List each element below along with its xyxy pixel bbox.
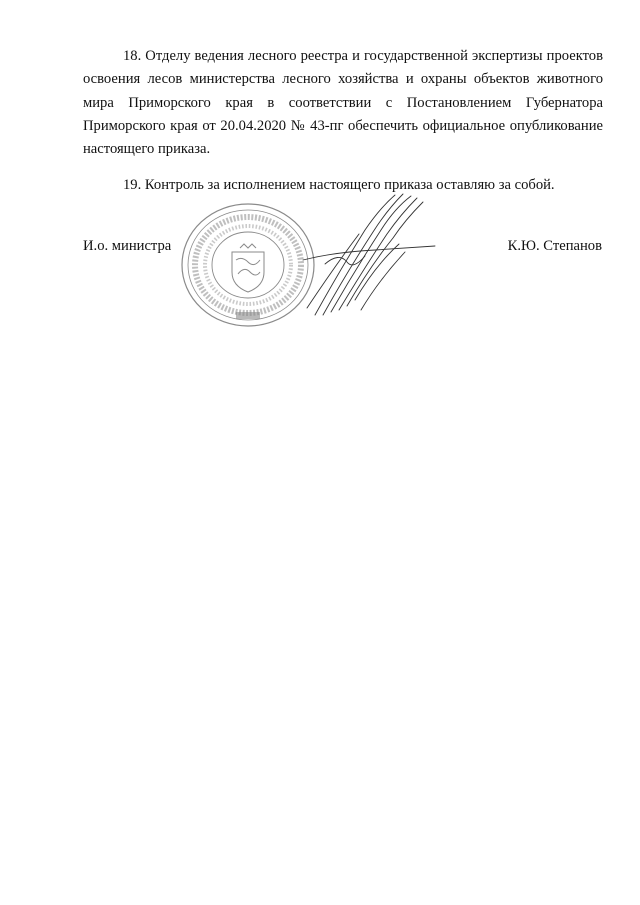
signer-position: И.о. министра xyxy=(83,238,172,254)
paragraph-18: 18. Отделу ведения лесного реестра и государственной экспертизы проектов освоения лесов министерства лесного хозяйства и охраны объектов животного мира Приморского края в соответствии с Постановлением Губернатора Приморского края от 20.04.2020 № 43-пг обеспечить официальное опубликование настоящего приказа. xyxy=(83,48,603,158)
signer-name: К.Ю. Степанов xyxy=(507,238,602,254)
handwritten-signature-icon xyxy=(295,190,445,320)
paragraph-19: 19. Контроль за исполнением настоящего приказа оставляю за собой. xyxy=(123,177,555,193)
